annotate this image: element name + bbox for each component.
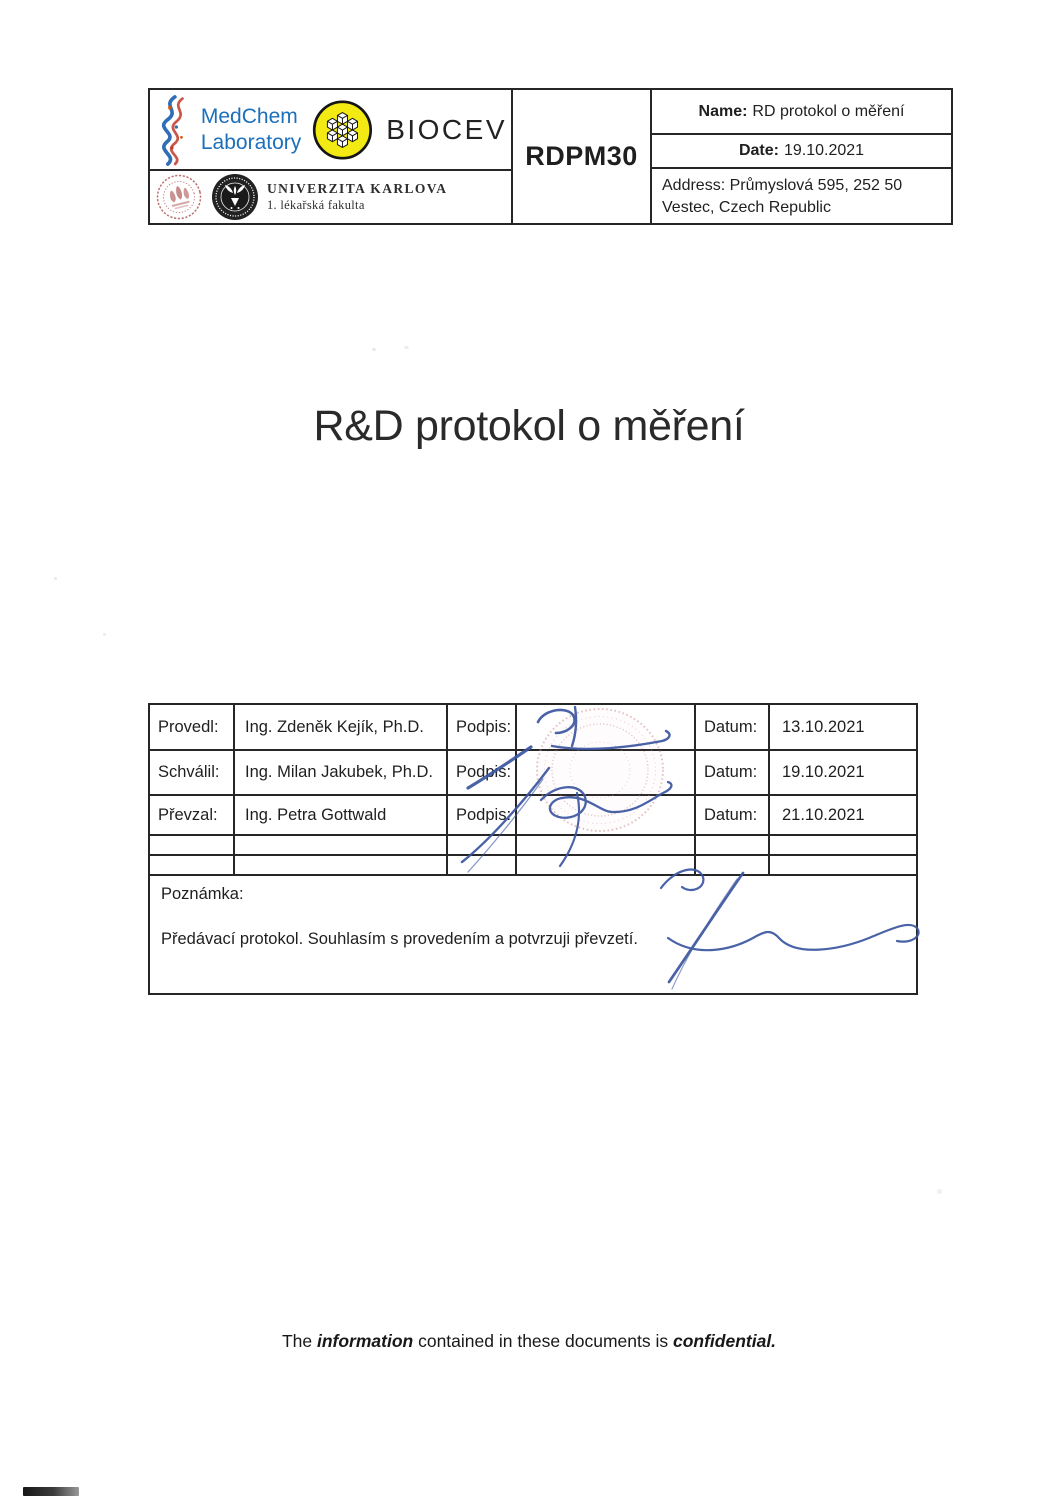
role-label: Schválil: (150, 751, 235, 796)
scan-corner-mark (23, 1487, 79, 1496)
document-date-row (652, 135, 951, 169)
scan-speck (404, 346, 409, 349)
scan-speck (103, 633, 106, 636)
date-value: 19.10.2021 (783, 142, 865, 159)
biocev-logo-text: BIOCEV (386, 113, 507, 145)
datum-label: Datum: (696, 705, 770, 751)
scan-speck (937, 1189, 942, 1194)
signature-cell (517, 751, 696, 796)
medchem-logo-text (201, 104, 301, 154)
footer-emph-confidential: confidential. (672, 1331, 777, 1351)
empty-cell (235, 836, 448, 856)
empty-cell (517, 836, 696, 856)
confidentiality-footer (0, 1331, 1058, 1352)
university-line2: 1. lékařská fakulta (267, 197, 365, 212)
podpis-label: Podpis: (448, 751, 517, 796)
university-seal-red-icon (155, 173, 203, 221)
medchem-line1: MedChem (200, 105, 298, 129)
address-label: Address: (662, 177, 726, 194)
footer-emph-information: information (316, 1331, 414, 1351)
signature-table (148, 703, 918, 995)
date-value: 13.10.2021 (770, 705, 916, 751)
document-code: RDPM30 (525, 141, 638, 171)
date-value: 21.10.2021 (770, 796, 916, 836)
university-row (150, 171, 511, 223)
logos-row (150, 90, 511, 171)
document-name-row (652, 90, 951, 135)
document-code-cell (513, 90, 652, 223)
empty-cell (150, 856, 235, 876)
person-name: Ing. Milan Jakubek, Ph.D. (235, 751, 448, 796)
header-table (148, 88, 953, 225)
signature-cell (517, 705, 696, 751)
scan-speck (54, 577, 57, 580)
signature-cell (517, 796, 696, 836)
name-label: Name: (698, 102, 748, 120)
date-value: 19.10.2021 (770, 751, 916, 796)
empty-cell (696, 836, 770, 856)
date-label: Date: (738, 142, 779, 159)
address-value: Průmyslová 595, 252 50 Vestec, Czech Republic (662, 177, 903, 217)
empty-cell (770, 836, 916, 856)
role-label: Převzal: (150, 796, 235, 836)
empty-cell (696, 856, 770, 876)
document-address-row (652, 169, 951, 223)
scan-speck (372, 348, 376, 351)
empty-cell (150, 836, 235, 856)
person-name: Ing. Zdeněk Kejík, Ph.D. (235, 705, 448, 751)
footer-text: The (281, 1331, 317, 1351)
university-line1: UNIVERZITA KARLOVA (267, 180, 448, 196)
note-section (150, 876, 916, 993)
role-label: Provedl: (150, 705, 235, 751)
page-title: R&D protokol o měření (313, 402, 745, 450)
empty-cell (770, 856, 916, 876)
name-value: RD protokol o měření (752, 102, 905, 120)
empty-cell (448, 856, 517, 876)
faculty-seal-black-icon (210, 172, 260, 222)
note-text: Předávací protokol. Souhlasím s provedením a potvrzuji převzetí. (161, 930, 638, 948)
person-name: Ing. Petra Gottwald (235, 796, 448, 836)
podpis-label: Podpis: (448, 705, 517, 751)
university-name (267, 181, 447, 214)
datum-label: Datum: (696, 751, 770, 796)
empty-cell (235, 856, 448, 876)
biocev-hexagon-icon (312, 98, 373, 162)
podpis-label: Podpis: (448, 796, 517, 836)
footer-text: contained in these documents is (413, 1331, 673, 1351)
header-logo-cell (150, 90, 513, 223)
datum-label: Datum: (696, 796, 770, 836)
header-meta-cell (652, 90, 951, 223)
empty-cell (517, 856, 696, 876)
empty-cell (448, 836, 517, 856)
note-label: Poznámka: (161, 885, 244, 903)
medchem-line2: Laboratory (200, 130, 302, 154)
medchem-helix-icon (154, 92, 196, 168)
